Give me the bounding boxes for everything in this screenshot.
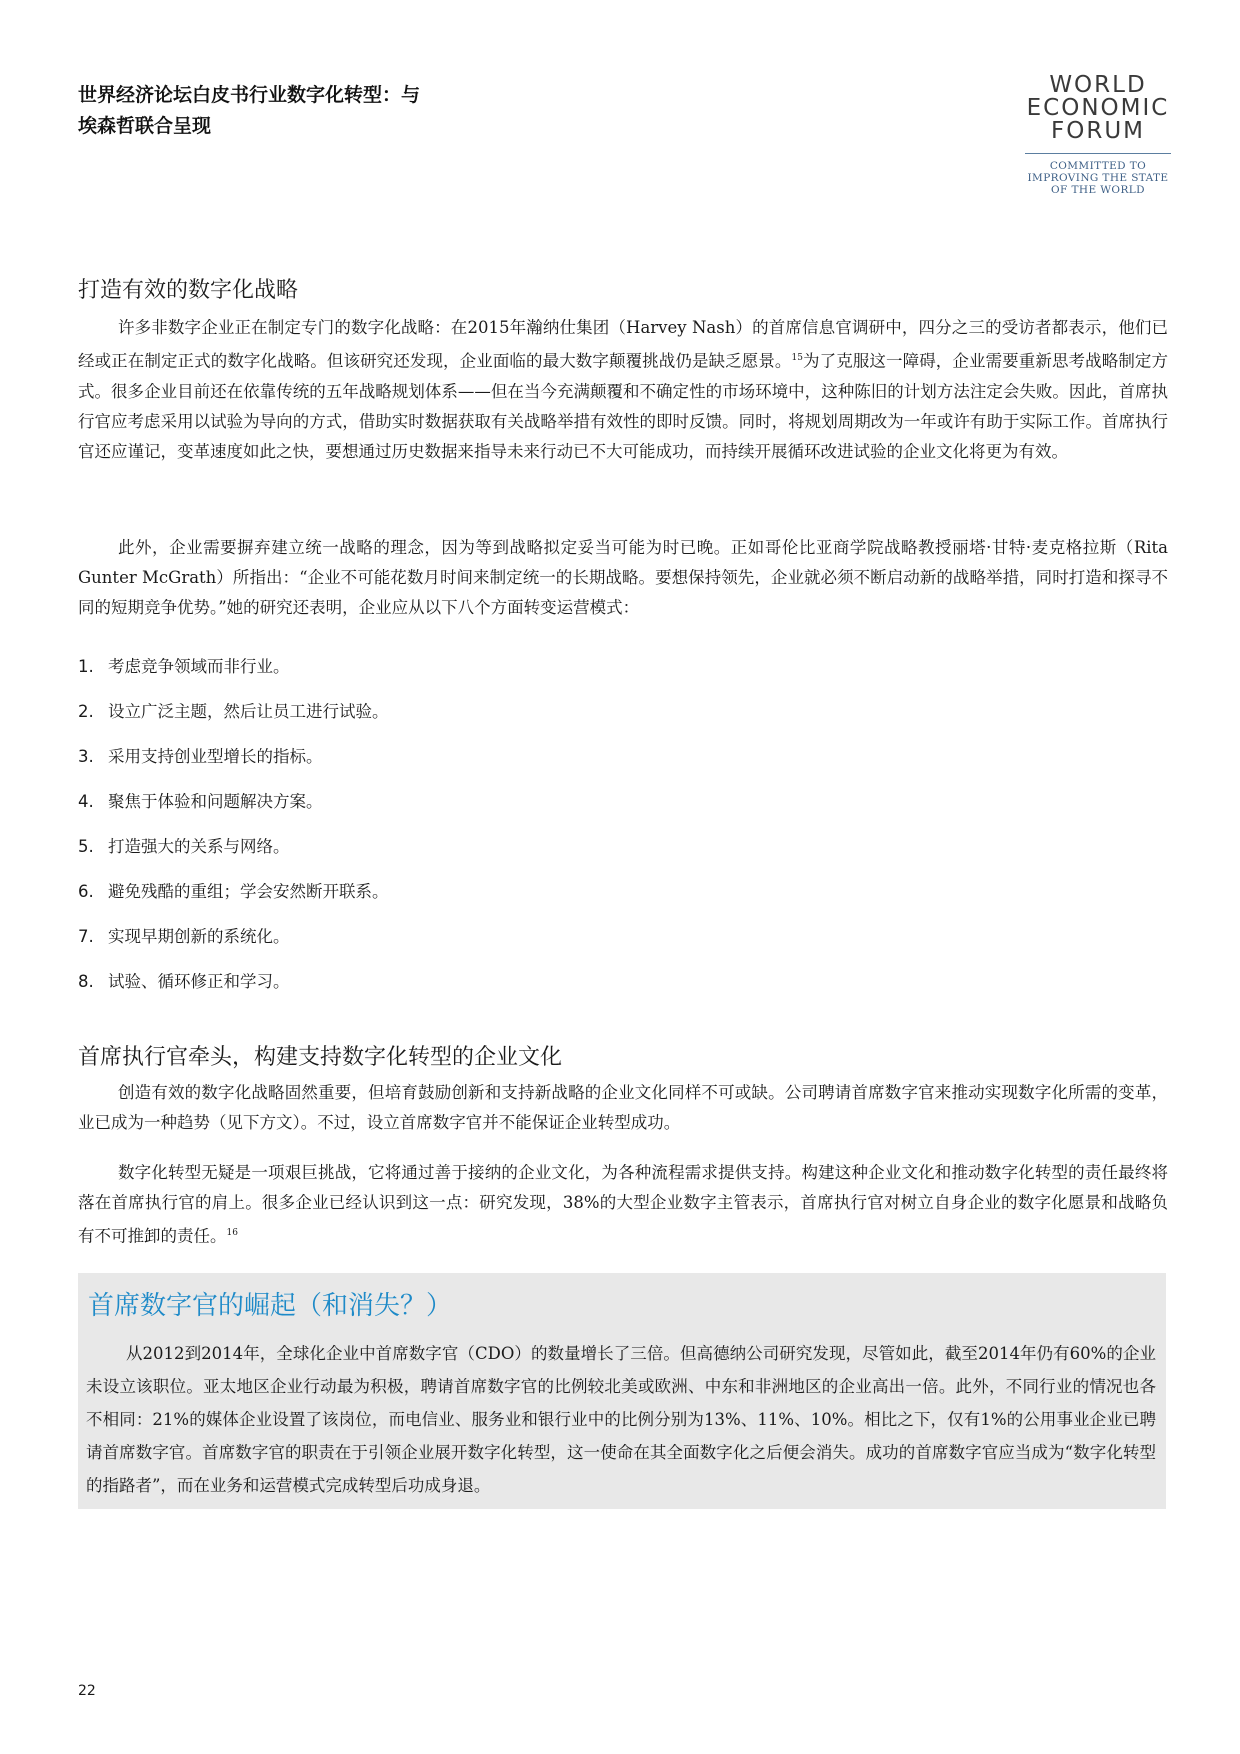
logo-tagline-2: IMPROVING THE STATE [1027, 172, 1169, 184]
paragraph-culture-2 [78, 1158, 1168, 1252]
sidebar-paragraph: 从2012到2014年，全球化企业中首席数字官（CDO）的数量增长了三倍。但高德纳公司研究发现，尽管如此，截至2014年仍有60%的企业未设立该职位。亚太地区企业行动最为积极，聘请首席数字官的比例较北美或欧洲、中东和非洲地区的企业高出一倍。此外，不同行业的情况也各不相同：21%的媒体企业设置了该岗位，而电信业、服务业和银行业中的比例分别为13%、11%、10%。相比之下，仅有1%的公用事业企业已聘请首席数字官。首席数字官的职责在于引领企业展开数字化转型，这一使命在其全面数字化之后便会消失。成功的首席数字官应当成为“数字化转型的指路者”，而在业务和运营模式完成转型后功成身退。 [86, 1344, 1156, 1495]
list-number: 2. [78, 702, 94, 721]
list-text: 考虑竞争领域而非行业。 [108, 657, 290, 676]
list-item [78, 967, 578, 1012]
logo-divider [1025, 153, 1171, 154]
transformation-list [78, 652, 578, 1012]
logo-line-economic: ECONOMIC [1026, 95, 1170, 121]
logo-line-forum: FORUM [1051, 118, 1145, 144]
paragraph-culture-1: 创造有效的数字化战略固然重要，但培育鼓励创新和支持新战略的企业文化同样不可或缺。公司聘请首席数字官来推动实现数字化所需的变革，业已成为一种趋势（见下方文）。不过，设立首席数字官并不能保证企业转型成功。 [78, 1083, 1168, 1132]
list-text: 避免残酷的重组；学会安然断开联系。 [108, 882, 389, 901]
logo-line-world: WORLD [1049, 72, 1147, 98]
list-number: 1. [78, 657, 94, 676]
paragraph-text: 为了克服这一障碍，企业需要重新思考战略制定方式。很多企业目前还在依靠传统的五年战略规划体系——但在当今充满颠覆和不确定性的市场环境中，这种陈旧的计划方法注定会失败。因此，首席执行官应考虑采用以试验为导向的方式，借助实时数据获取有关战略举措有效性的即时反馈。同时，将规划周期改为一年或许有助于实际工作。首席执行官还应谨记，变革速度如此之快，要想通过历史数据来指导未来行动已不大可能成功，而持续开展循环改进试验的企业文化将更为有效。 [78, 351, 1169, 461]
list-text: 聚焦于体验和问题解决方案。 [108, 792, 323, 811]
paragraph-text: 许多非数字企业正在制定专门的数字化战略：在2015年瀚纳仕集团（Harvey Nash）的首席信息官调研中，四分之三的受访者都表示，他们已经或正在制定正式的数字化战略。但该研究还发现，企业面临的最大数字颠覆挑战仍是缺乏愿景。 [78, 318, 1168, 371]
list-text: 采用支持创业型增长的指标。 [108, 747, 323, 766]
list-number: 6. [78, 882, 94, 901]
logo-tagline-1: COMMITTED TO [1049, 160, 1147, 172]
paragraph-strategy-2: 此外，企业需要摒弃建立统一战略的理念，因为等到战略拟定妥当可能为时已晚。正如哥伦比亚商学院战略教授丽塔·甘特·麦克格拉斯（Rita Gunter McGrath）所指出：“企业不可能花数月时间来制定统一的长期战略。要想保持领先，企业就必须不断启动新的战略举措，同时打造和探寻不同的短期竞争优势。”她的研究还表明，企业应从以下八个方面转变运营模式： [78, 538, 1168, 617]
paragraph-text: 数字化转型无疑是一项艰巨挑战，它将通过善于接纳的企业文化，为各种流程需求提供支持。构建这种企业文化和推动数字化转型的责任最终将落在首席执行官的肩上。很多企业已经认识到这一点：研究发现，38%的大型企业数字主管表示，首席执行官对树立自身企业的数字化愿景和战略负有不可推卸的责任。 [78, 1163, 1168, 1246]
list-number: 7. [78, 927, 94, 946]
sidebar-title: 首席数字官的崛起（和消失？） [88, 1291, 453, 1321]
section-heading-culture: 首席执行官牵头，构建支持数字化转型的企业文化 [78, 1045, 563, 1070]
page-number: 22 [78, 1683, 96, 1699]
list-item [78, 832, 578, 877]
list-text: 打造强大的关系与网络。 [108, 837, 290, 856]
logo-tagline-3: OF THE WORLD [1051, 184, 1145, 196]
list-number: 4. [78, 792, 94, 811]
footnote-ref: 16 [226, 1228, 238, 1238]
document-title: 世界经济论坛白皮书行业数字化转型：与埃森哲联合呈现 [78, 84, 421, 137]
list-item [78, 877, 578, 922]
list-text: 试验、循环修正和学习。 [108, 972, 290, 991]
list-text: 实现早期创新的系统化。 [108, 927, 290, 946]
paragraph-strategy-1 [78, 313, 1168, 467]
section-heading-strategy: 打造有效的数字化战略 [78, 278, 299, 303]
list-item [78, 652, 578, 697]
list-number: 8. [78, 972, 94, 991]
list-item [78, 742, 578, 787]
list-item [78, 787, 578, 832]
list-number: 5. [78, 837, 94, 856]
cdo-sidebar-box [78, 1273, 1166, 1509]
list-item [78, 922, 578, 967]
footnote-ref: 15 [791, 353, 803, 363]
list-text: 设立广泛主题，然后让员工进行试验。 [108, 702, 389, 721]
list-number: 3. [78, 747, 94, 766]
list-item [78, 697, 578, 742]
wef-logo [1012, 74, 1184, 196]
